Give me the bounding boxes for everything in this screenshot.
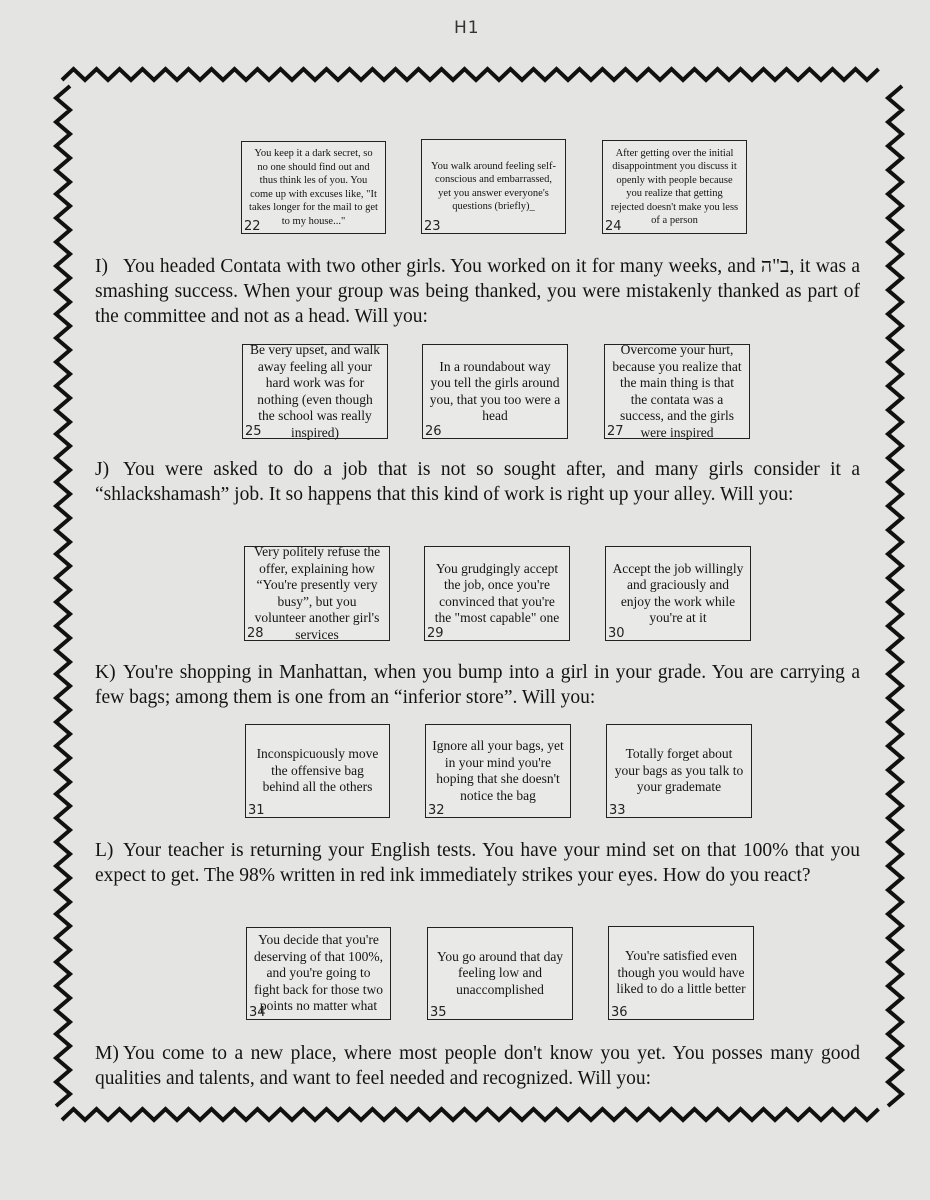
- question-letter: I): [95, 256, 108, 277]
- answer-number: 30: [608, 626, 625, 641]
- answer-number: 32: [428, 803, 445, 818]
- question-text-part: You headed Contata with two other girls. You worked on it for many weeks, and: [123, 256, 761, 277]
- answer-option-text: You keep it a dark secret, so no one should find out and thus think les of you. You come up with excuses like, "It takes longer for the mail to get to my house...": [249, 148, 378, 227]
- answer-option[interactable]: [604, 344, 750, 439]
- answer-number: 23: [424, 219, 441, 234]
- answer-number: 28: [247, 626, 264, 641]
- answer-number: 26: [425, 424, 442, 439]
- answer-option[interactable]: [241, 141, 386, 234]
- answer-option-text: In a roundabout way you tell the girls around you, that you too were a head: [429, 358, 561, 423]
- question-letter: K): [95, 662, 116, 683]
- zigzag-border-bottom: [62, 1109, 879, 1120]
- answer-option-text: Very politely refuse the offer, explaining how “You're presently very busy”, but you volunteer another girl's services: [253, 544, 381, 642]
- answer-option-text: Totally forget about your bags as you talk to your grademate: [614, 746, 744, 795]
- question-text: You come to a new place, where most people don't know you yet. You posses many good qualities and talents, and want to feel needed and recognized. Will you:: [95, 1043, 860, 1089]
- question-letter: L): [95, 840, 114, 861]
- answer-number: 35: [430, 1005, 447, 1020]
- question-text-part: , it was a smashing success. When your group was being thanked, you were mistakenly thanked as part of the committee and not as a head. Will you:: [95, 256, 860, 327]
- answer-option-text: You're satisfied even though you would have liked to do a little better: [616, 948, 746, 997]
- answer-option-text: You go around that day feeling low and unaccomplished: [436, 948, 564, 997]
- answer-option[interactable]: [425, 724, 571, 818]
- question-letter: J): [95, 459, 110, 480]
- answer-option-text: Be very upset, and walk away feeling all your hard work was for nothing (even though the school was really inspired): [249, 342, 381, 440]
- question-text: You're shopping in Manhattan, when you bump into a girl in your grade. You are carrying a few bags; among them is one from an “inferior store”. Will you:: [95, 662, 860, 708]
- handwritten-page-mark: H1: [454, 18, 480, 38]
- question-text: Your teacher is returning your English tests. You have your mind set on that 100% that you expect to get. The 98% written in red ink immediately strikes your eyes. How do you react?: [95, 840, 860, 886]
- answer-option-text: Inconspicuously move the offensive bag behind all the others: [256, 746, 379, 795]
- answer-option[interactable]: [608, 926, 754, 1020]
- answer-number: 36: [611, 1005, 628, 1020]
- answer-number: 22: [244, 219, 261, 234]
- answer-option-text: Ignore all your bags, yet in your mind you're hoping that she doesn't notice the bag: [432, 738, 564, 803]
- answer-option-text: You grudgingly accept the job, once you're convinced that you're the "most capable" one: [434, 560, 560, 625]
- answer-option[interactable]: [245, 724, 390, 818]
- answer-option-text: Accept the job willingly and graciously and enjoy the work while you're at it: [612, 560, 744, 625]
- answer-number: 31: [248, 803, 265, 818]
- answer-option[interactable]: [606, 724, 752, 818]
- answer-number: 27: [607, 424, 624, 439]
- answer-option[interactable]: [427, 927, 573, 1020]
- answer-number: 25: [245, 424, 262, 439]
- answer-option[interactable]: [244, 546, 390, 641]
- answer-option[interactable]: [605, 546, 751, 641]
- question-letter: M): [95, 1043, 119, 1064]
- answer-option[interactable]: [246, 927, 391, 1020]
- answer-number: 29: [427, 626, 444, 641]
- answer-option-text: After getting over the initial disappointment you discuss it openly with people because you realize that getting rejected doesn't make you less of a person: [610, 147, 739, 226]
- zigzag-border-top: [62, 69, 879, 80]
- answer-option[interactable]: [424, 546, 570, 641]
- hebrew-abbreviation: ב"ה: [760, 256, 790, 277]
- question-i: [95, 254, 860, 329]
- answer-number: 34: [249, 1005, 266, 1020]
- answer-option[interactable]: [242, 344, 388, 439]
- answer-number: 33: [609, 803, 626, 818]
- answer-option[interactable]: [602, 140, 747, 234]
- question-text: [95, 256, 860, 327]
- question-l: [95, 838, 860, 888]
- question-j: [95, 457, 860, 507]
- question-k: [95, 660, 860, 710]
- answer-number: 24: [605, 219, 622, 234]
- zigzag-border-left: [56, 86, 70, 1106]
- zigzag-border-right: [888, 86, 902, 1106]
- answer-option-text: Overcome your hurt, because you realize that the main thing is that the contata was a success, and the girls were inspired: [612, 342, 742, 440]
- question-text: You were asked to do a job that is not so sought after, and many girls consider it a “shlackshamash” job. It so happens that this kind of work is right up your alley. Will you:: [95, 459, 860, 505]
- answer-option-text: You walk around feeling self-conscious and embarrassed, yet you answer everyone's questions (briefly)_: [431, 160, 556, 212]
- answer-option[interactable]: [421, 139, 566, 234]
- answer-option[interactable]: [422, 344, 568, 439]
- answer-option-text: You decide that you're deserving of that 100%, and you're going to fight back for those two points no matter what: [254, 932, 383, 1014]
- question-m: [95, 1041, 860, 1091]
